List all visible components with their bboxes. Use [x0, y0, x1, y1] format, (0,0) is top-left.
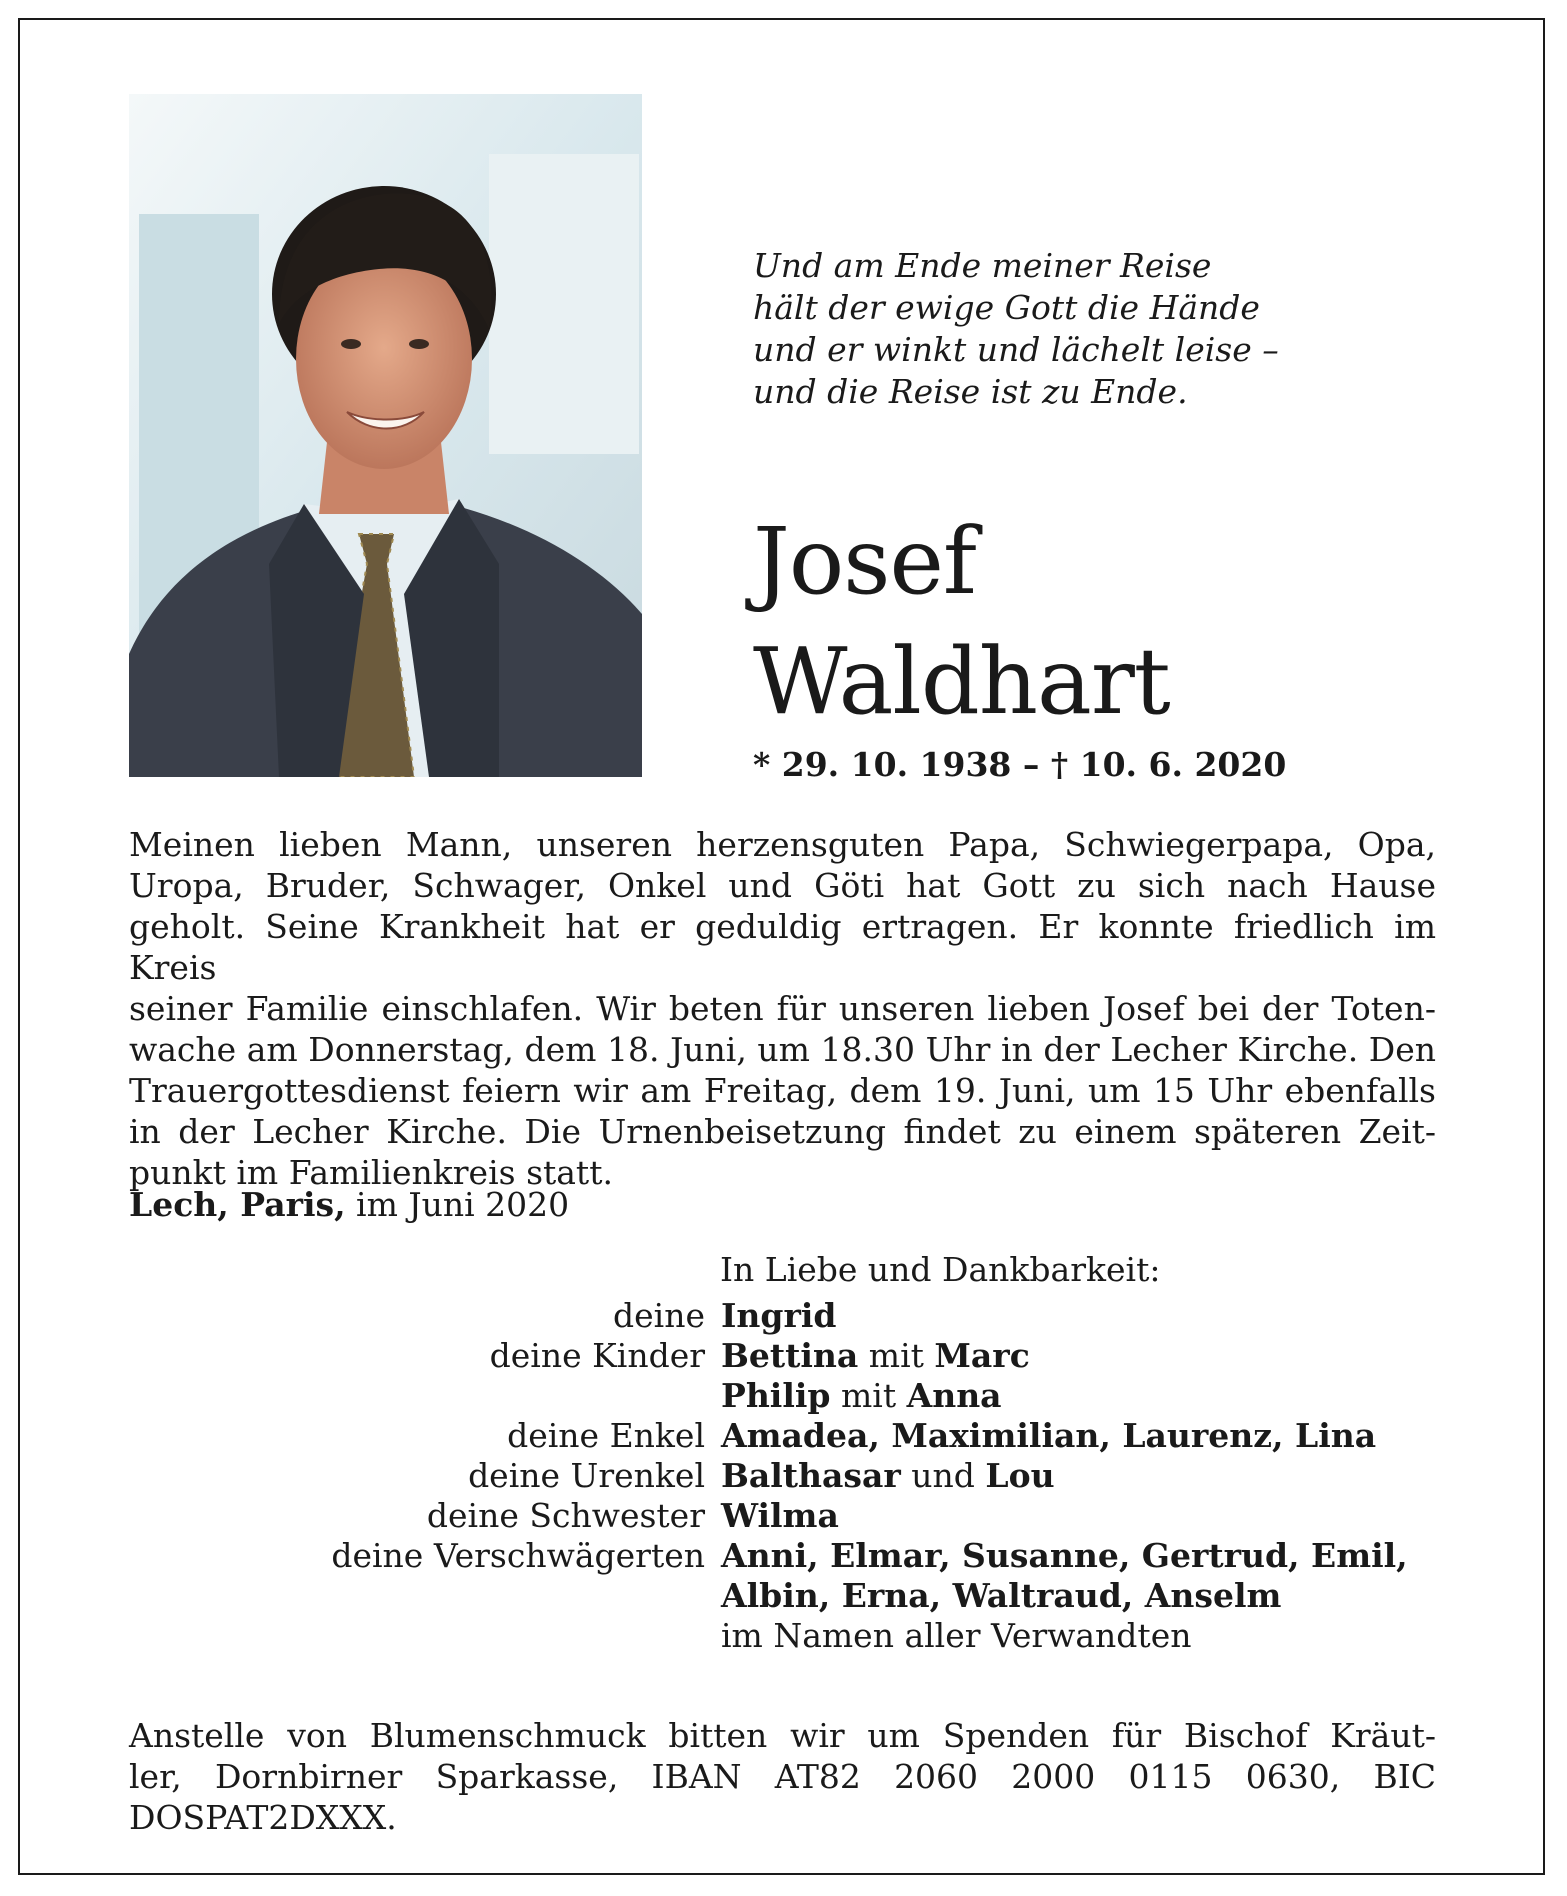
- relation-label: deine Enkel: [507, 1416, 705, 1455]
- deceased-name: [753, 502, 1170, 742]
- text-line: Uropa, Bruder, Schwager, Onkel und Göti hat Gott zu sich nach Hause: [129, 866, 1436, 905]
- announcement-text: [129, 824, 1436, 1193]
- relation-label: deine Urenkel: [468, 1456, 705, 1495]
- text-line: in der Lecher Kirche. Die Urnenbeisetzung findet zu einem späteren Zeit-: [129, 1112, 1436, 1151]
- mourner-row: [129, 1376, 1449, 1416]
- poem: [753, 245, 1313, 413]
- poem-line: und die Reise ist zu Ende.: [753, 372, 1188, 411]
- life-dates: * 29. 10. 1938 – † 10. 6. 2020: [753, 745, 1287, 784]
- relation-label: [129, 1376, 721, 1416]
- mourner-name: Anni, Elmar, Susanne, Gertrud, Emil,: [721, 1536, 1408, 1575]
- mourner-row: [129, 1616, 1449, 1656]
- mourner-row: [129, 1536, 1449, 1576]
- mourner-name: Marc: [934, 1336, 1030, 1375]
- thanks-line: In Liebe und Dankbarkeit:: [720, 1250, 1161, 1289]
- poem-line: hält der ewige Gott die Hände: [753, 288, 1260, 327]
- text-line: geholt. Seine Krankheit hat er geduldig ertragen. Er konnte friedlich im Kreis: [129, 907, 1436, 987]
- text-line: punkt im Familienkreis statt.: [129, 1153, 613, 1192]
- place-names: Lech, Paris,: [129, 1185, 346, 1224]
- mourner-row: [129, 1296, 1449, 1336]
- mourner-name: Ingrid: [721, 1296, 837, 1335]
- mourner-name: Lou: [985, 1456, 1055, 1495]
- mourner-name: Amadea, Maximilian, Laurenz, Lina: [721, 1416, 1377, 1455]
- poem-line: und er winkt und lächelt leise –: [753, 330, 1279, 369]
- text-line: Anstelle von Blumenschmuck bitten wir um Spenden für Bischof Kräut-: [129, 1716, 1436, 1755]
- relation-label: deine Verschwägerten: [331, 1536, 705, 1575]
- connector-text: mit: [858, 1336, 935, 1375]
- text-line: Trauergottesdienst feiern wir am Freitag, dem 19. Juni, um 15 Uhr ebenfalls: [129, 1071, 1436, 1110]
- donation-note: [129, 1715, 1436, 1838]
- poem-line: Und am Ende meiner Reise: [753, 246, 1212, 285]
- mourner-row: [129, 1496, 1449, 1536]
- mourner-row: [129, 1416, 1449, 1456]
- relation-label: deine Schwester: [426, 1496, 705, 1535]
- connector-text: und: [900, 1456, 986, 1495]
- relation-label: deine Kinder: [489, 1336, 705, 1375]
- mourner-row: [129, 1576, 1449, 1616]
- mourners-list: [129, 1296, 1449, 1656]
- text-line: DOSPAT2DXXX.: [129, 1798, 397, 1837]
- relation-label: deine: [613, 1296, 705, 1335]
- text-line: ler, Dornbirner Sparkasse, IBAN AT82 2060 2000 0115 0630, BIC: [129, 1757, 1436, 1796]
- mourner-name: Bettina: [721, 1336, 859, 1375]
- mourner-row: [129, 1336, 1449, 1376]
- mourner-name: Philip: [721, 1376, 831, 1415]
- mourner-name: Wilma: [721, 1496, 839, 1535]
- text-line: Meinen lieben Mann, unseren herzensguten Papa, Schwiegerpapa, Opa,: [129, 825, 1436, 864]
- mourner-name: Albin, Erna, Waltraud, Anselm: [721, 1576, 1282, 1615]
- mourner-name: Anna: [906, 1376, 1002, 1415]
- mourner-name: Balthasar: [721, 1456, 901, 1495]
- first-name: Josef: [753, 508, 976, 615]
- place-month: im Juni 2020: [345, 1185, 570, 1224]
- last-name: Waldhart: [753, 628, 1170, 735]
- portrait-photo: [129, 94, 642, 777]
- text-line: wache am Donnerstag, dem 18. Juni, um 18.30 Uhr in der Lecher Kirche. Den: [129, 1030, 1436, 1069]
- relatives-note: im Namen aller Verwandten: [721, 1616, 1192, 1655]
- relation-label: [129, 1616, 721, 1656]
- place-date: [129, 1185, 569, 1224]
- mourner-row: [129, 1456, 1449, 1496]
- connector-text: mit: [830, 1376, 907, 1415]
- text-line: seiner Familie einschlafen. Wir beten für unseren lieben Josef bei der Toten-: [129, 989, 1436, 1028]
- relation-label: [129, 1576, 721, 1616]
